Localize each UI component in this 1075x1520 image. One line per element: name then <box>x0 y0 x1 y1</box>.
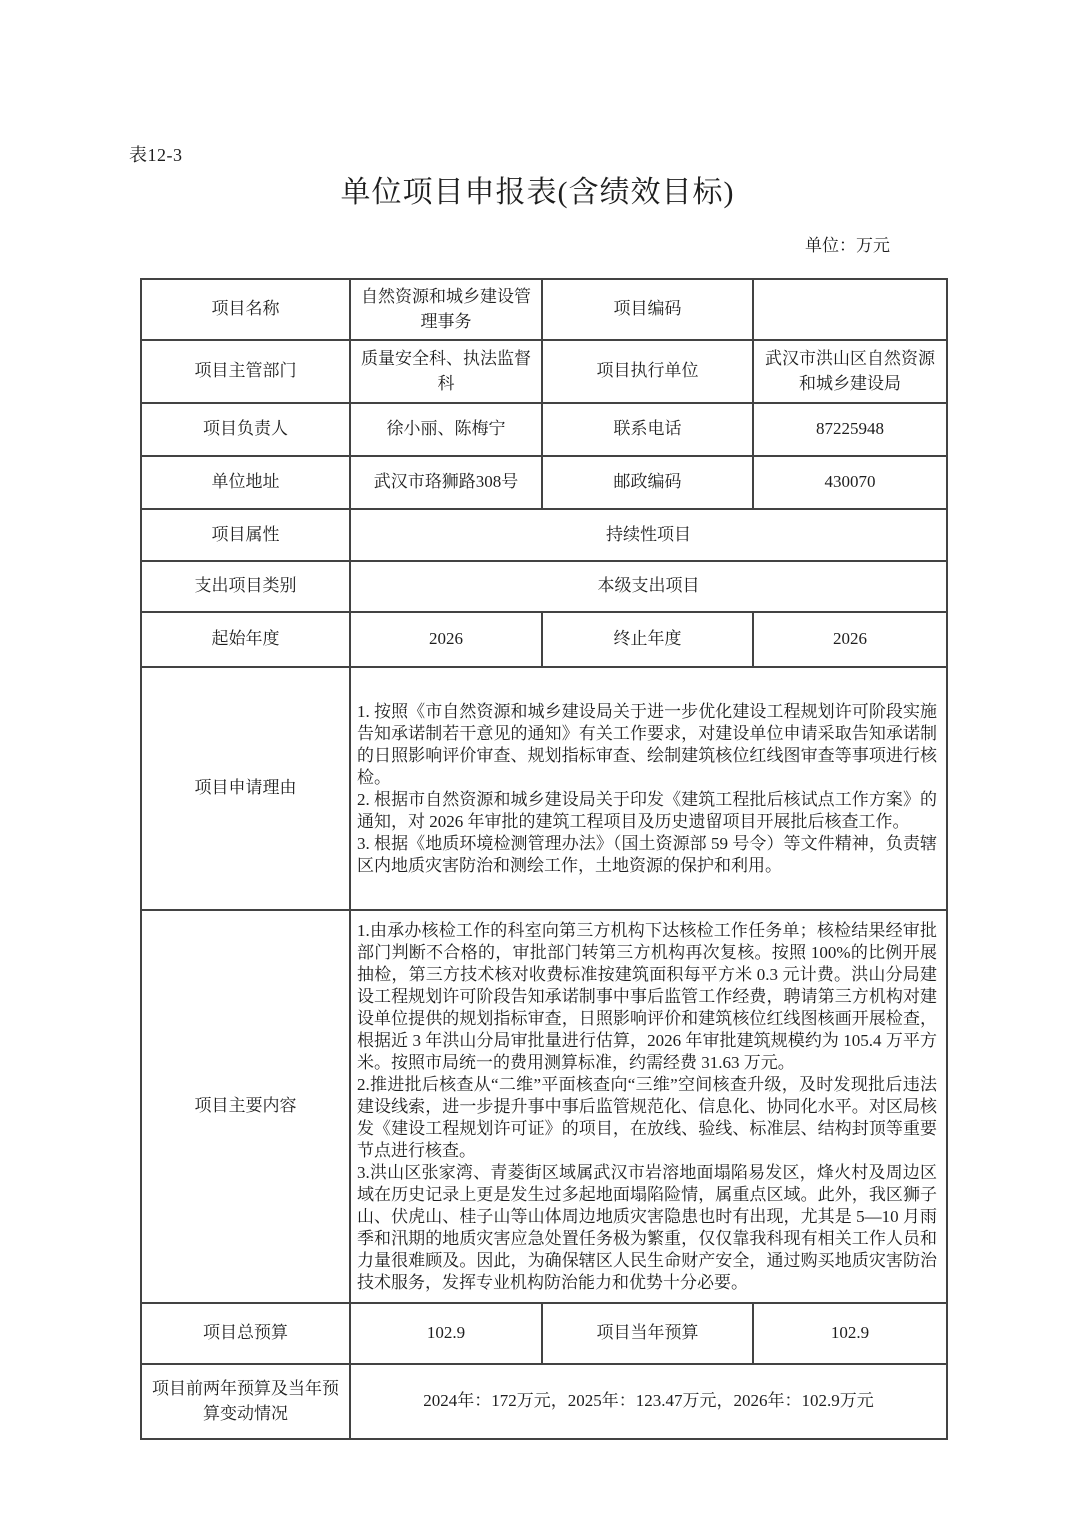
end-year-value: 2026 <box>753 612 947 667</box>
content-text <box>350 910 947 1303</box>
paragraph: 2. 根据市自然资源和城乡建设局关于印发《建筑工程批后核试点工作方案》的通知，对 2026 年审批的建筑工程项目及历史遗留项目开展批后核查工作。 <box>357 789 937 831</box>
phone-value: 87225948 <box>753 403 947 456</box>
dept-value: 质量安全科、执法监督科 <box>350 340 542 403</box>
row-prev-budget <box>141 1364 947 1439</box>
unit-note: 单位：万元 <box>805 236 890 255</box>
prev-budget-value: 2024年：172万元，2025年：123.47万元，2026年：102.9万元 <box>350 1364 947 1439</box>
content-label: 项目主要内容 <box>141 910 350 1303</box>
attribute-label: 项目属性 <box>141 509 350 561</box>
paragraph: 2.推进批后核查从“二维”平面核查向“三维”空间核查升级，及时发现批后违法建设线索，进一步提升事中事后监管规范化、信息化、协同化水平。对区局核发《建设工程规划许可证》的项目，在放线、验线、标准层、结构封顶等重要节点进行核查。 <box>357 1074 937 1160</box>
postcode-value: 430070 <box>753 456 947 509</box>
row-budget <box>141 1303 947 1364</box>
reason-text <box>350 667 947 910</box>
row-project-name <box>141 279 947 340</box>
project-declaration-table <box>140 278 948 1440</box>
postcode-label: 邮政编码 <box>542 456 753 509</box>
row-reason <box>141 667 947 910</box>
row-years <box>141 612 947 667</box>
category-value: 本级支出项目 <box>350 561 947 612</box>
year-budget-label: 项目当年预算 <box>542 1303 753 1364</box>
paragraph: 1. 按照《市自然资源和城乡建设局关于进一步优化建设工程规划许可阶段实施告知承诺制若干意见的通知》有关工作要求，对建设单位申请采取告知承诺制的日照影响评价审查、规划指标审查、绘制建筑核位红线图审查等事项进行核检。 <box>357 701 937 787</box>
paragraph: 3. 根据《地质环境检测管理办法》（国土资源部 59 号令）等文件精神，负责辖区内地质灾害防治和测绘工作，土地资源的保护和利用。 <box>357 833 937 875</box>
dept-label: 项目主管部门 <box>141 340 350 403</box>
project-code-label: 项目编码 <box>542 279 753 340</box>
table-code: 表12-3 <box>129 145 183 165</box>
reason-label: 项目申请理由 <box>141 667 350 910</box>
prev-budget-label: 项目前两年预算及当年预算变动情况 <box>141 1364 350 1439</box>
page-title: 单位项目申报表(含绩效目标) <box>340 176 735 209</box>
address-value: 武汉市珞狮路308号 <box>350 456 542 509</box>
row-main-content <box>141 910 947 1303</box>
year-budget-value: 102.9 <box>753 1303 947 1364</box>
project-code-value <box>753 279 947 340</box>
total-budget-label: 项目总预算 <box>141 1303 350 1364</box>
paragraph: 3.洪山区张家湾、青菱街区域属武汉市岩溶地面塌陷易发区，烽火村及周边区域在历史记录上更是发生过多起地面塌陷险情，属重点区域。此外，我区狮子山、伏虎山、桂子山等山体周边地质灾害隐患也时有出现，尤其是 5—10 月雨季和汛期的地质灾害应急处置任务极为繁重，仅仅靠我科现有相关工作人员和力量很难顾及。因此，为确保辖区人民生命财产安全，通过购买地质灾害防治技术服务，发挥专业机构防治能力和优势十分必要。 <box>357 1162 937 1292</box>
start-year-label: 起始年度 <box>141 612 350 667</box>
project-name-label: 项目名称 <box>141 279 350 340</box>
total-budget-value: 102.9 <box>350 1303 542 1364</box>
row-leader <box>141 403 947 456</box>
end-year-label: 终止年度 <box>542 612 753 667</box>
exec-unit-label: 项目执行单位 <box>542 340 753 403</box>
project-name-value: 自然资源和城乡建设管理事务 <box>350 279 542 340</box>
exec-unit-value: 武汉市洪山区自然资源和城乡建设局 <box>753 340 947 403</box>
leader-value: 徐小丽、陈梅宁 <box>350 403 542 456</box>
row-address <box>141 456 947 509</box>
address-label: 单位地址 <box>141 456 350 509</box>
phone-label: 联系电话 <box>542 403 753 456</box>
category-label: 支出项目类别 <box>141 561 350 612</box>
row-category <box>141 561 947 612</box>
row-attribute <box>141 509 947 561</box>
leader-label: 项目负责人 <box>141 403 350 456</box>
paragraph: 1.由承办核检工作的科室向第三方机构下达核检工作任务单；核检结果经审批部门判断不合格的，审批部门转第三方机构再次复核。按照 100%的比例开展抽检，第三方技术核对收费标准按建筑面积每平方米 0.3 元计费。洪山分局建设工程规划许可阶段告知承诺制事中事后监管工作经费，聘请第三方机构对建设单位提供的规划指标审查，日照影响评价和建筑核位红线图核画开展检查，根据近 3 年洪山分局审批量进行估算，2026 年审批建筑规模约为 105.4 万平方米。按照市局统一的费用测算标准，约需经费 31.63 万元。 <box>357 920 937 1072</box>
row-dept <box>141 340 947 403</box>
start-year-value: 2026 <box>350 612 542 667</box>
attribute-value: 持续性项目 <box>350 509 947 561</box>
